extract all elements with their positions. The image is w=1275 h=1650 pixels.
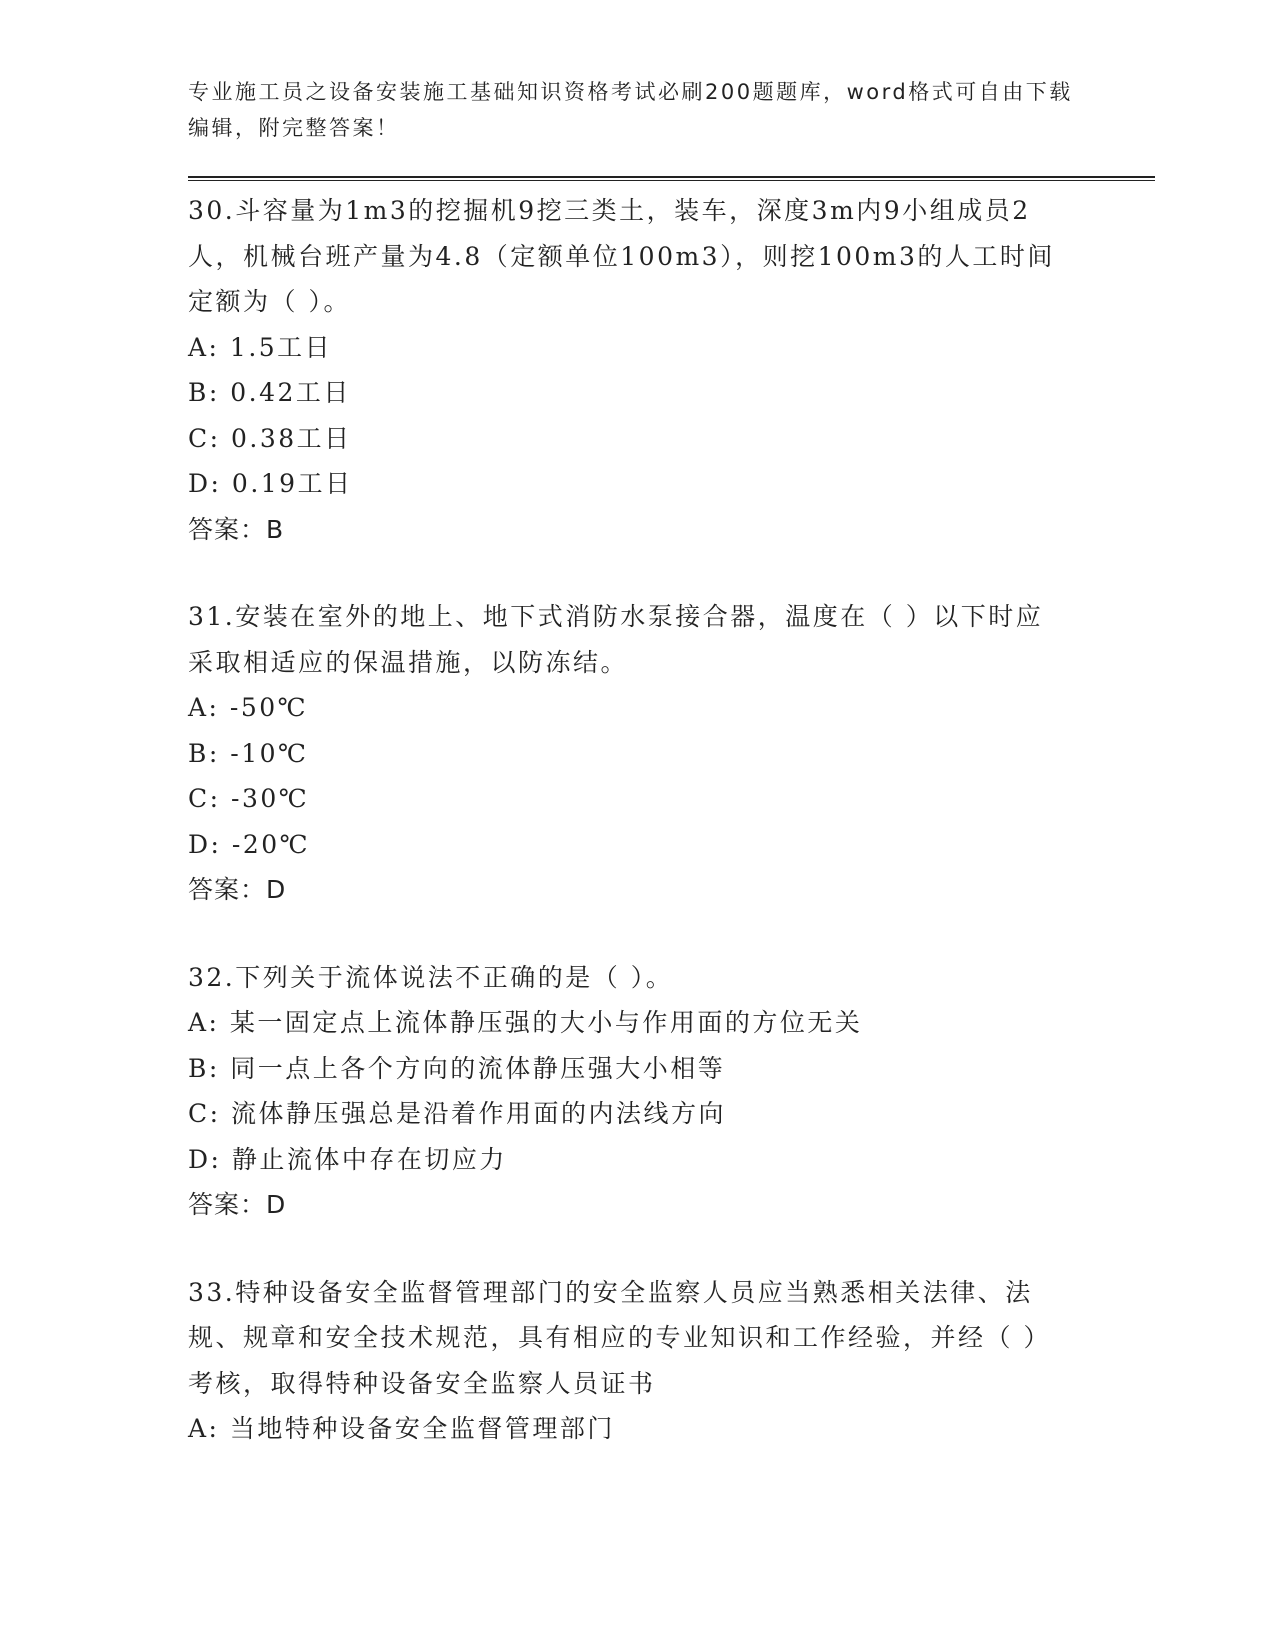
answer-line: [188, 507, 1068, 553]
question-31: [188, 594, 1068, 913]
option-d: D: 静止流体中存在切应力: [188, 1144, 507, 1174]
option-c: C: 流体静压强总是沿着作用面的内法线方向: [188, 1099, 726, 1128]
option-a: A: 某一固定点上流体静压强的大小与作用面的方位无关: [188, 1008, 863, 1037]
document-header: 专业施工员之设备安装施工基础知识资格考试必刷200题题库，word格式可自由下载编辑，附完整答案！: [188, 80, 1073, 140]
option-a: A: -50℃: [188, 693, 309, 722]
question-32: [188, 955, 1068, 1228]
answer-value: D: [266, 875, 287, 904]
question-list: [188, 188, 1068, 1494]
option-a: A: 1.5工日: [188, 332, 333, 362]
answer-line: [188, 1182, 1068, 1228]
question-stem: 33.特种设备安全监督管理部门的安全监察人员应当熟悉相关法律、法规、规章和安全技术规范，具有相应的专业知识和工作经验，并经（ ）考核，取得特种设备安全监察人员证书: [188, 1277, 1051, 1398]
option-d: D: -20℃: [188, 829, 311, 859]
answer-value: B: [266, 514, 285, 544]
question-stem: 31.安装在室外的地上、地下式消防水泵接合器，温度在（ ）以下时应采取相适应的保温措施，以防冻结。: [188, 602, 1044, 677]
option-d: D: 0.19工日: [188, 469, 353, 498]
option-b: B: 0.42工日: [188, 378, 351, 407]
option-a: A: 当地特种设备安全监督管理部门: [188, 1414, 615, 1443]
option-b: B: -10℃: [188, 738, 309, 768]
answer-label: 答案：: [188, 1190, 267, 1219]
question-33: [188, 1270, 1068, 1452]
answer-label: 答案：: [188, 514, 267, 544]
answer-value: D: [266, 1190, 287, 1219]
header-divider: [188, 176, 1155, 181]
question-stem: 30.斗容量为1m3的挖掘机9挖三类土，装车，深度3m内9小组成员2人，机械台班产量为4.8（定额单位100m3），则挖100m3的人工时间定额为（ ）。: [188, 196, 1055, 316]
option-b: B: 同一点上各个方向的流体静压强大小相等: [188, 1053, 726, 1083]
question-stem: 32.下列关于流体说法不正确的是（ ）。: [188, 962, 674, 992]
option-c: C: 0.38工日: [188, 423, 352, 453]
question-30: [188, 188, 1068, 552]
answer-line: [188, 867, 1068, 913]
option-c: C: -30℃: [188, 784, 310, 813]
answer-label: 答案：: [188, 875, 267, 904]
